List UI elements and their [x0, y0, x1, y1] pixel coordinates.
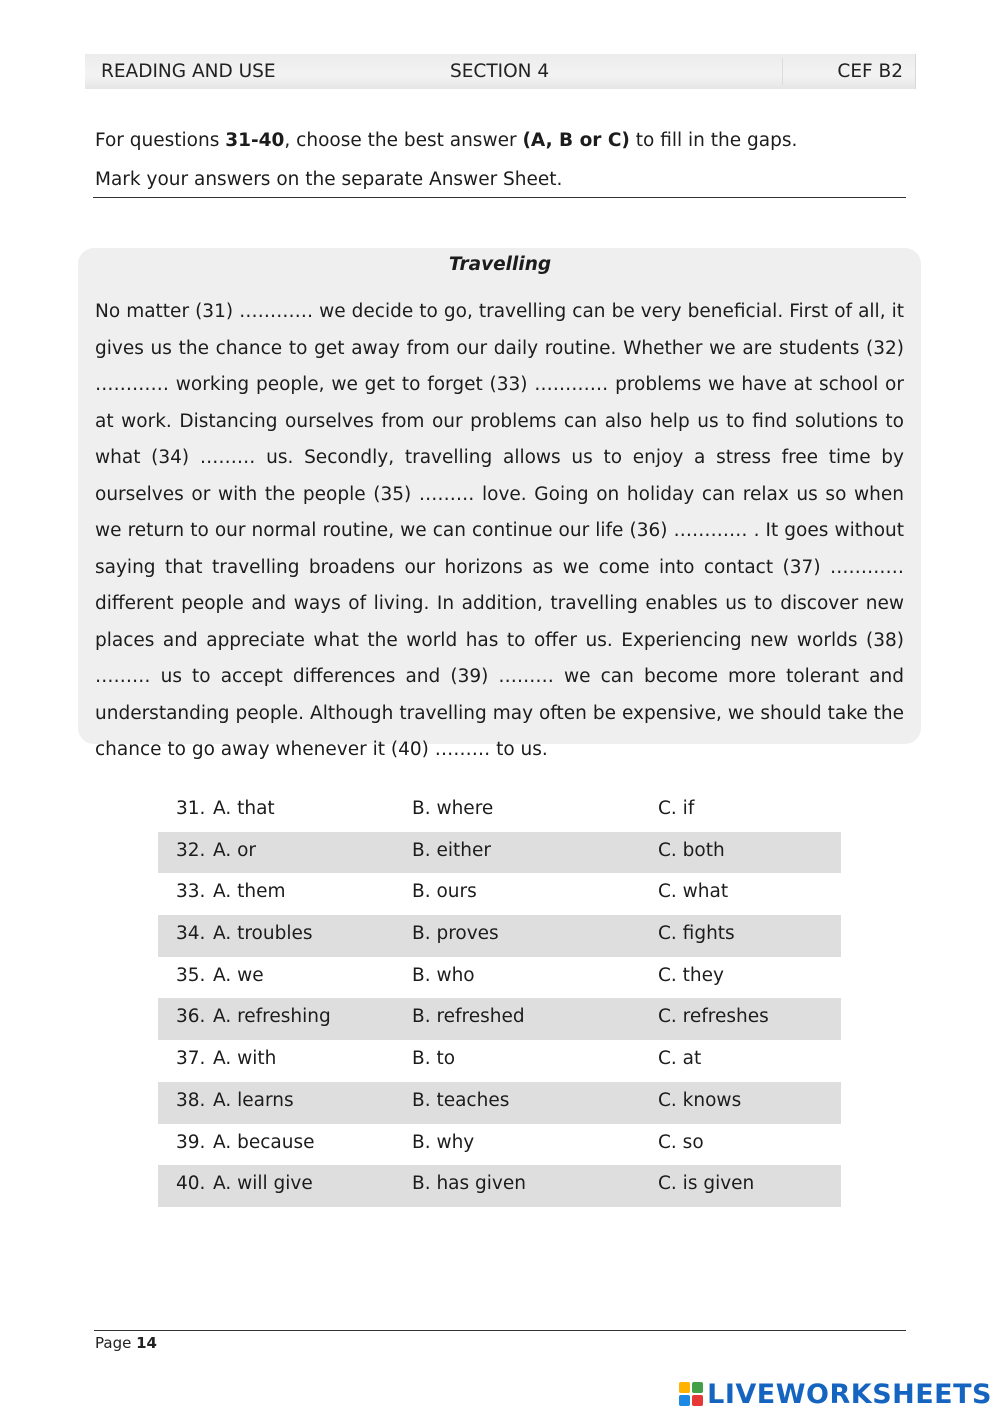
answer-row: [158, 1040, 841, 1082]
option-b[interactable]: B. refreshed: [412, 1006, 525, 1028]
option-a[interactable]: A. we: [213, 964, 264, 986]
option-c[interactable]: C. what: [658, 881, 729, 903]
liveworksheets-logo[interactable]: [679, 1378, 992, 1410]
option-b[interactable]: B. has given: [412, 1173, 526, 1195]
header-divider: [782, 58, 783, 85]
option-c[interactable]: C. at: [658, 1048, 702, 1070]
page-header: [85, 54, 916, 89]
answer-options-table: [158, 790, 841, 1207]
instructions-line-1: [95, 130, 797, 151]
question-number: 36.: [176, 1006, 206, 1028]
answer-row: [158, 832, 841, 874]
instructions-line-2: Mark your answers on the separate Answer Sheet.: [95, 169, 563, 190]
question-number: 33.: [176, 881, 206, 903]
option-b[interactable]: B. proves: [412, 923, 499, 945]
option-a[interactable]: A. refreshing: [213, 1006, 331, 1028]
option-c[interactable]: C. is given: [658, 1173, 755, 1195]
option-b[interactable]: B. ours: [412, 881, 477, 903]
question-number: 38.: [176, 1089, 206, 1111]
footer-divider: [94, 1330, 906, 1331]
answer-row: [158, 998, 841, 1040]
question-number: 39.: [176, 1131, 206, 1153]
answer-row: [158, 1082, 841, 1124]
option-a[interactable]: A. that: [213, 798, 275, 819]
answer-row: [158, 1124, 841, 1166]
question-number: 31.: [176, 798, 206, 819]
option-a[interactable]: A. or: [213, 839, 257, 861]
option-a[interactable]: A. troubles: [213, 923, 313, 945]
instructions-divider: [93, 197, 906, 198]
question-number: 34.: [176, 923, 206, 945]
question-number: 37.: [176, 1048, 206, 1070]
option-c[interactable]: C. fights: [658, 923, 735, 945]
passage-title: Travelling: [448, 254, 552, 275]
answer-row: [158, 873, 841, 915]
option-b[interactable]: B. to: [412, 1048, 456, 1070]
answer-row: [158, 1165, 841, 1207]
answer-row: [158, 957, 841, 999]
header-section-number: SECTION 4: [450, 61, 550, 82]
header-section-label: READING AND USE: [101, 61, 276, 82]
option-b[interactable]: B. where: [412, 798, 494, 819]
answer-row: [158, 915, 841, 957]
instructions-question-range: 31-40: [225, 130, 285, 151]
page-number: 14: [136, 1334, 157, 1352]
question-number: 40.: [176, 1173, 206, 1195]
brand-name: LIVEWORKSHEETS: [707, 1378, 992, 1410]
answer-row: [158, 790, 841, 832]
option-b[interactable]: B. teaches: [412, 1089, 510, 1111]
option-b[interactable]: B. why: [412, 1131, 475, 1153]
option-b[interactable]: B. either: [412, 839, 491, 861]
page-label: Page: [95, 1334, 137, 1352]
option-a[interactable]: A. because: [213, 1131, 315, 1153]
header-level: CEF B2: [837, 61, 903, 82]
instructions-text: For questions: [95, 130, 226, 151]
option-c[interactable]: C. both: [658, 839, 725, 861]
page-footer: [95, 1334, 157, 1352]
option-b[interactable]: B. who: [412, 964, 475, 986]
option-a[interactable]: A. them: [213, 881, 286, 903]
instructions-text: , choose the best answer: [284, 130, 523, 151]
option-a[interactable]: A. will give: [213, 1173, 313, 1195]
question-number: 35.: [176, 964, 206, 986]
question-number: 32.: [176, 839, 206, 861]
option-c[interactable]: C. knows: [658, 1089, 742, 1111]
option-c[interactable]: C. if: [658, 798, 695, 819]
option-c[interactable]: C. so: [658, 1131, 704, 1153]
option-c[interactable]: C. refreshes: [658, 1006, 769, 1028]
option-a[interactable]: A. with: [213, 1048, 277, 1070]
passage-text: No matter (31) ………… we decide to go, travelling can be very beneficial. First of all, it gives us the chance to get away from our daily routine. Whether we are students (32) ………… working people, we get to forget (33) ………… problems we have at school or at work. Distancing ourselves from our problems can also help us to find solutions to what (34) ……… us. Secondly, travelling allows us to enjoy a stress free time by ourselves or with the people (35) ……… love. Going on holiday can relax us so when we return to our normal routine, we can continue our life (36) ………… . It goes without saying that travelling broadens our horizons as we come into contact (37) ………… different people and ways of living. In addition, travelling enables us to discover new places and appreciate what the world has to offer us. Experiencing new worlds (38) ……… us to accept differences and (39) ……… we can become more tolerant and understanding people. Although travelling may often be expensive, we should take the chance to go away whenever it (40) ……… to us.: [95, 301, 904, 760]
instructions-text: to fill in the gaps.: [629, 130, 798, 151]
instructions-options: (A, B or C): [522, 130, 630, 151]
option-a[interactable]: A. learns: [213, 1089, 294, 1111]
liveworksheets-logo-icon: [679, 1382, 703, 1406]
option-c[interactable]: C. they: [658, 964, 724, 986]
